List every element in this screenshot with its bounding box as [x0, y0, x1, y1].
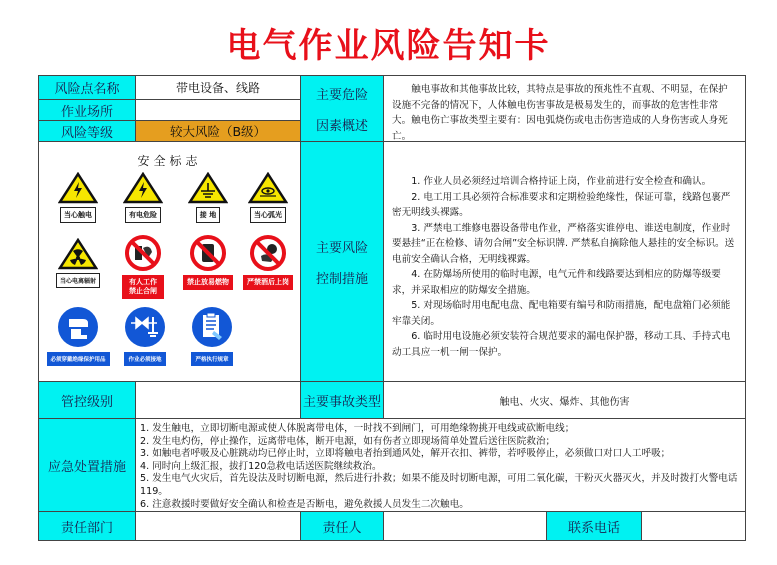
- control-item: 6. 临时用电设施必须安装符合规范要求的漏电保护器，移动工具、手持式电动工具应一机一闸一保护。: [392, 331, 731, 358]
- safety-signs-title: 安全标志: [137, 154, 202, 168]
- control-item: 3. 严禁电工维修电器设备带电作业，严格落实谁停电、谁送电制度，作业时要悬挂“正在检修、请勿合闸”安全标识牌. 严禁私自摘除他人悬挂的安全标识。送电前安全确认合格，无明线裸露。: [392, 222, 735, 265]
- emergency-item: 2. 发生电灼伤，停止操作，远离带电体，断开电源，如有伤者立即现场简单处置后送往医院救治；: [140, 435, 556, 447]
- no-drinking-icon: [249, 234, 287, 272]
- page-title: 电气作业风险告知卡: [226, 26, 551, 66]
- control-item: 1. 作业人员必须经过培训合格持证上岗，作业前进行安全检查和确认。: [411, 176, 712, 187]
- sign-label: 当心电离辐射: [56, 273, 100, 288]
- safety-signs-panel: [39, 142, 301, 382]
- hazard-label-line2: 因素概述: [315, 118, 368, 134]
- responsible-dept-value: [136, 512, 301, 541]
- sign-grounding: [181, 172, 235, 223]
- control-label-line2: 控制措施: [315, 271, 368, 287]
- sign-no-drinking: [241, 234, 295, 290]
- responsible-person-label: 责任人: [301, 512, 384, 541]
- contact-phone-value: [642, 512, 746, 541]
- radiation-warning-icon: [58, 238, 98, 270]
- control-item: 4. 在防爆场所使用的临时电源，电气元件和线路要达到相应的防爆等级要求，并采取相应的防爆安全措施。: [392, 269, 721, 296]
- contact-phone-label: 联系电话: [547, 512, 642, 541]
- sign-label: 必须穿戴绝缘保护用品: [47, 352, 110, 366]
- sign-electric-danger: [116, 172, 170, 223]
- sign-wear-insulation: [47, 305, 109, 366]
- risk-point-value: 带电设备、线路: [136, 76, 301, 100]
- lightning-warning-icon: [123, 172, 163, 204]
- emergency-item: 6. 注意救援时要做好安全确认和检查是否断电，避免救援人员发生二次触电。: [140, 498, 469, 510]
- emergency-item: 3. 如触电者呼吸及心脏跳动均已停止时，立即将触电者抬到通风处，解开衣扣、裤带，若呼吸停止，必须做口对口人工呼吸；: [140, 448, 671, 460]
- sign-label: 作业必须接地: [124, 352, 165, 366]
- control-level-value: [136, 382, 301, 419]
- control-label: [301, 142, 384, 382]
- responsible-person-value: [384, 512, 547, 541]
- sign-label: 接 地: [196, 207, 220, 223]
- control-item: 2. 电工用工具必须符合标准要求和定期检验绝缘性，保证可靠，线路包裹严密无明线头裸露。: [392, 191, 731, 218]
- accident-type-label: 主要事故类型: [301, 382, 384, 419]
- risk-level-label: 风险等级: [39, 121, 136, 142]
- emergency-item: 4. 同时向上级汇报，拔打120急救电话送医院继续救治。: [140, 460, 382, 472]
- arc-warning-icon: [248, 172, 288, 204]
- risk-card: [38, 75, 746, 541]
- control-measures: [384, 142, 746, 382]
- sign-must-ground: [114, 305, 176, 366]
- hazard-description: [384, 76, 746, 142]
- risk-level-value: 较大风险（B级）: [136, 121, 301, 142]
- gloves-boots-icon: [56, 305, 100, 349]
- ground-warning-icon: [188, 172, 228, 204]
- sign-label: 有人工作 禁止合闸: [122, 275, 164, 299]
- sign-no-flammables: [181, 234, 235, 290]
- workplace-value: [136, 100, 301, 121]
- sign-label: 禁止放易燃物: [183, 275, 233, 290]
- clipboard-icon: [190, 305, 234, 349]
- emergency-item: 5. 发生电气火灾后，首先设法及时切断电源，然后进行扑救；如果不能及时切断电源，可用二氧化碳，干粉灭火器灭火，并及时拨打火警电话119。: [140, 473, 738, 497]
- hazard-text: 触电事故和其他事故比较，其特点是事故的预兆性不直观、不明显，在保护设施不完备的情况下，人体触电伤害事故是极易发生的，而事故的危害性非常大。触电伤亡事故类型主要有：因电弧烧伤或电击伤害造成的人身伤害或人身死亡。: [392, 84, 728, 142]
- sign-caution-electric-shock: [51, 172, 105, 223]
- sign-label: 严格执行规章: [191, 352, 232, 366]
- no-flammables-icon: [189, 234, 227, 272]
- control-level-label: 管控级别: [39, 382, 136, 419]
- emergency-item: 1. 发生触电，立即切断电源或使人体脱离带电体，一时找不到闸门，可用绝缘物挑开电线或砍断电线；: [140, 423, 575, 434]
- sign-label: 严禁酒后上岗: [243, 275, 293, 290]
- hazard-label: [301, 76, 384, 142]
- sign-label: 有电危险: [125, 207, 161, 223]
- accident-type-value: 触电、火灾、爆炸、其他伤害: [384, 382, 746, 419]
- no-switch-on-icon: [124, 234, 162, 272]
- responsible-dept-label: 责任部门: [39, 512, 136, 541]
- grounding-icon: [123, 305, 167, 349]
- sign-label: 当心触电: [60, 207, 96, 223]
- emergency-measures: [136, 419, 746, 512]
- sign-label: 当心弧光: [250, 207, 286, 223]
- control-label-line1: 主要风险: [315, 240, 368, 256]
- risk-point-label: 风险点名称: [39, 76, 136, 100]
- hazard-label-line1: 主要危险: [315, 87, 368, 103]
- sign-caution-arc: [241, 172, 295, 223]
- lightning-warning-icon: [58, 172, 98, 204]
- sign-no-switch-on: [116, 234, 170, 299]
- sign-caution-radiation: [47, 238, 109, 288]
- sign-follow-rules: [181, 305, 243, 366]
- workplace-label: 作业场所: [39, 100, 136, 121]
- emergency-label: 应急处置措施: [39, 419, 136, 512]
- control-item: 5. 对现场临时用电配电盘、配电箱要有编号和防雨措施，配电盘箱门必须能牢靠关闭。: [392, 300, 731, 327]
